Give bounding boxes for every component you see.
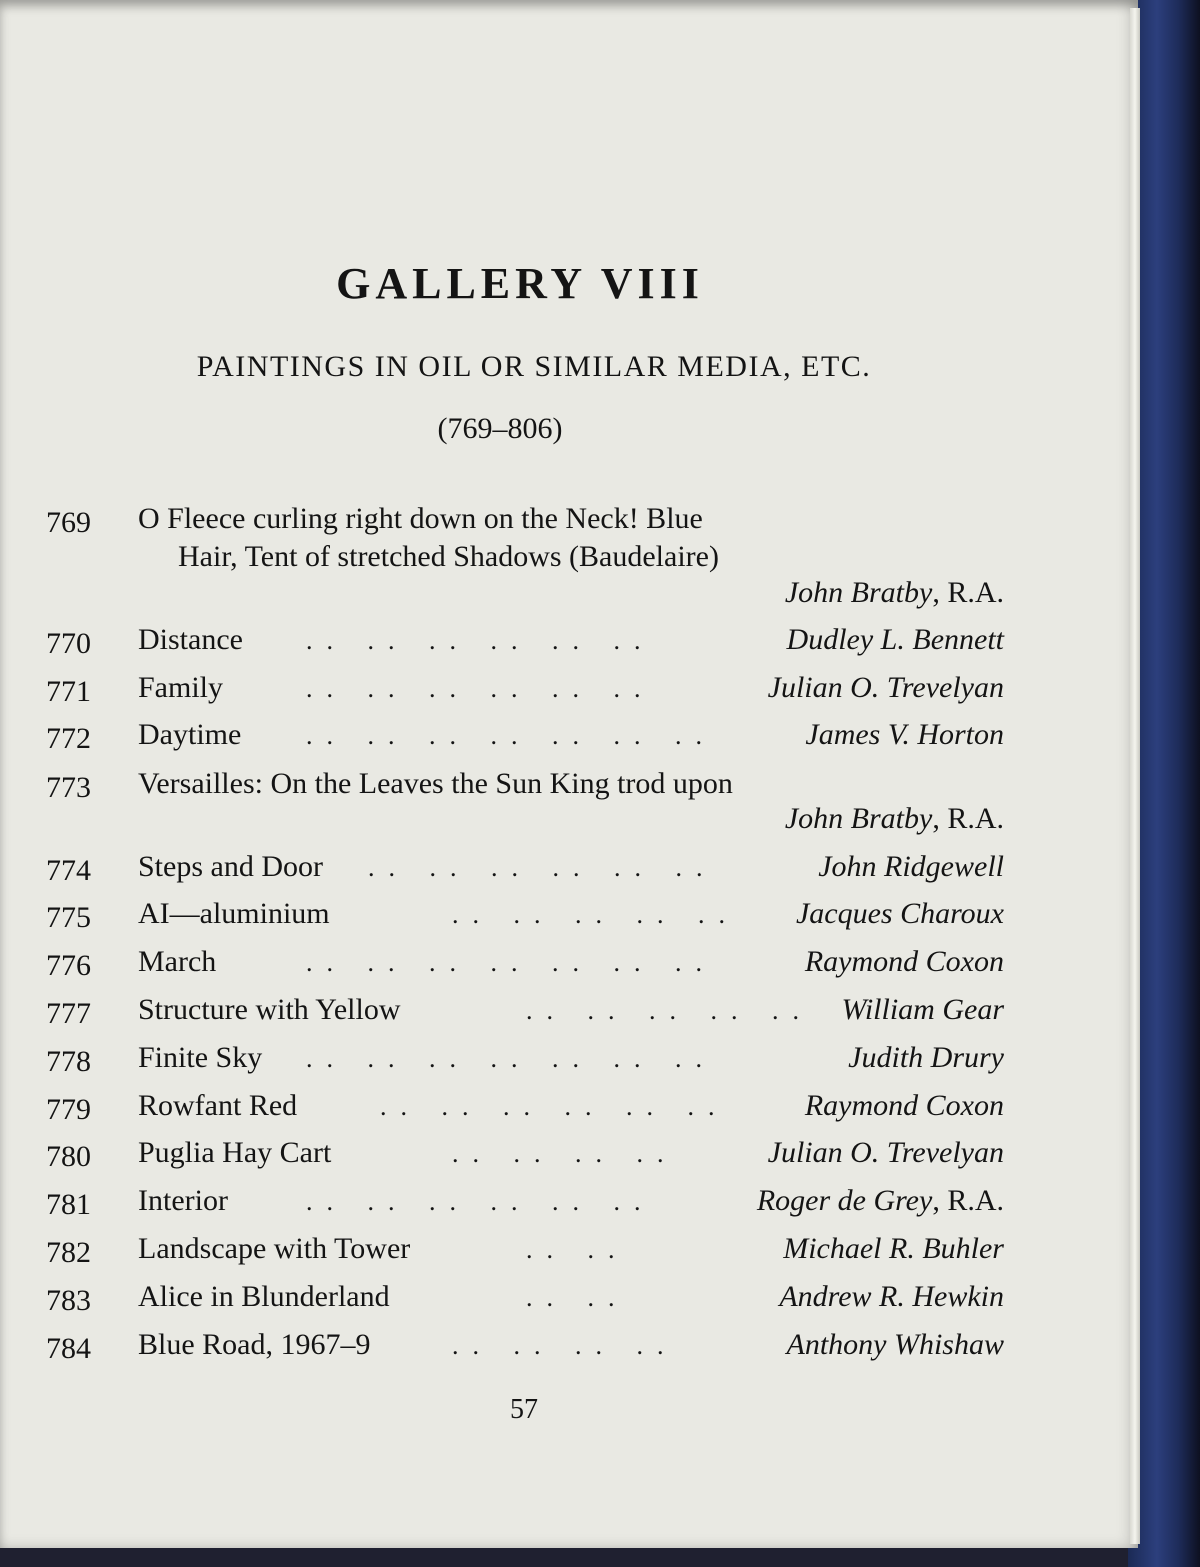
entry-title: Daytime [138, 718, 242, 751]
entry-artist [805, 718, 1004, 752]
number-range: (769–806) [437, 412, 563, 445]
entry-number: 776 [46, 949, 91, 982]
leader-dots: .. .. .. .. [452, 1331, 678, 1360]
entry-title: Rowfant Red [138, 1089, 298, 1122]
leader-dots: .. .. .. .. .. .. [368, 853, 717, 882]
entry-artist [796, 897, 1004, 931]
entry-number: 769 [46, 506, 91, 539]
entry-artist [805, 945, 1004, 979]
entry-title: Steps and Door [138, 850, 323, 883]
artist-name: Julian O. Trevelyan [767, 671, 1004, 704]
leader-dots: .. .. .. .. .. [452, 900, 739, 929]
entry-title: Distance [138, 623, 243, 656]
artist-suffix: , R.A. [932, 802, 1004, 835]
entry-artist [787, 623, 1004, 657]
leader-dots: .. .. .. .. .. .. [306, 1187, 655, 1216]
entry-number: 777 [46, 997, 91, 1030]
leader-dots: .. .. .. .. .. .. [380, 1092, 729, 1121]
leader-dots: .. .. .. .. .. [526, 996, 813, 1025]
gallery-title: GALLERY VIII [336, 259, 704, 308]
entry-artist [783, 1232, 1004, 1266]
entry-artist [848, 1041, 1004, 1075]
entry-artist [787, 1328, 1005, 1362]
entry-artist [768, 671, 1004, 705]
entry-title: Structure with Yellow [138, 993, 401, 1026]
entry-title: Versailles: On the Leaves the Sun King trod upon [138, 767, 733, 800]
entry-title: Interior [138, 1184, 228, 1217]
entry-title: Blue Road, 1967–9 [138, 1328, 371, 1361]
entry-number: 778 [46, 1045, 91, 1078]
entry-title: Alice in Blunderland [138, 1280, 390, 1313]
section-title: PAINTINGS IN OIL OR SIMILAR MEDIA, ETC. [196, 350, 872, 383]
artist-name: James V. Horton [805, 718, 1004, 751]
leader-dots: .. .. .. .. .. .. .. [306, 721, 716, 750]
entry-title: Puglia Hay Cart [138, 1136, 332, 1169]
artist-name: William Gear [841, 993, 1004, 1026]
artist-name: Raymond Coxon [804, 945, 1004, 978]
page-number: 57 [510, 1394, 538, 1425]
entry-number: 774 [46, 854, 91, 887]
entry-title: Family [138, 671, 224, 704]
entry-number: 773 [46, 771, 91, 804]
entry-number: 771 [46, 675, 91, 708]
artist-name: Judith Drury [848, 1041, 1004, 1074]
artist-suffix: , R.A. [932, 1184, 1004, 1217]
entry-artist [785, 802, 1004, 836]
leader-dots: .. .. .. .. .. .. [306, 674, 655, 703]
page-edge [1130, 8, 1140, 1544]
leader-dots: .. .. .. .. .. .. [306, 626, 655, 655]
entry-title-continued: Hair, Tent of stretched Shadows (Baudelaire) [178, 540, 719, 573]
artist-name: Roger de Grey [756, 1184, 933, 1217]
entry-number: 781 [46, 1188, 91, 1221]
artist-suffix: , R.A. [932, 576, 1004, 609]
artist-name: John Bratby [784, 576, 933, 609]
entry-artist [842, 993, 1005, 1027]
entry-artist [757, 1184, 1004, 1218]
entry-artist [768, 1136, 1004, 1170]
leader-dots: .. .. .. .. .. .. .. [306, 948, 716, 977]
entry-title: Finite Sky [138, 1041, 263, 1074]
leader-dots: .. .. .. .. [452, 1139, 678, 1168]
entry-number: 770 [46, 627, 91, 660]
artist-name: Julian O. Trevelyan [767, 1136, 1004, 1169]
entry-number: 784 [46, 1332, 91, 1365]
artist-name: Michael R. Buhler [783, 1232, 1004, 1265]
leader-dots: .. .. [526, 1283, 629, 1312]
entry-artist [818, 850, 1004, 884]
entry-title: AI—aluminium [138, 897, 330, 930]
artist-name: Dudley L. Bennett [786, 623, 1004, 656]
artist-name: John Bratby [784, 802, 933, 835]
entry-number: 779 [46, 1093, 91, 1126]
artist-name: Jacques Charoux [795, 897, 1004, 930]
leader-dots: .. .. .. .. .. .. .. [306, 1044, 716, 1073]
entry-number: 772 [46, 722, 91, 755]
artist-name: Anthony Whishaw [786, 1328, 1004, 1361]
artist-name: John Ridgewell [818, 850, 1004, 883]
entry-number: 783 [46, 1284, 91, 1317]
entry-artist [805, 1089, 1004, 1123]
artist-name: Andrew R. Hewkin [779, 1280, 1004, 1313]
entry-title: Landscape with Tower [138, 1232, 411, 1265]
leader-dots: .. .. [526, 1235, 629, 1264]
entry-title: O Fleece curling right down on the Neck! Blue [138, 502, 703, 535]
entry-number: 782 [46, 1236, 91, 1269]
artist-name: Raymond Coxon [804, 1089, 1004, 1122]
entry-artist [785, 576, 1004, 610]
entry-artist [779, 1280, 1004, 1314]
entry-number: 780 [46, 1140, 91, 1173]
entry-number: 775 [46, 901, 91, 934]
entry-title: March [138, 945, 217, 978]
